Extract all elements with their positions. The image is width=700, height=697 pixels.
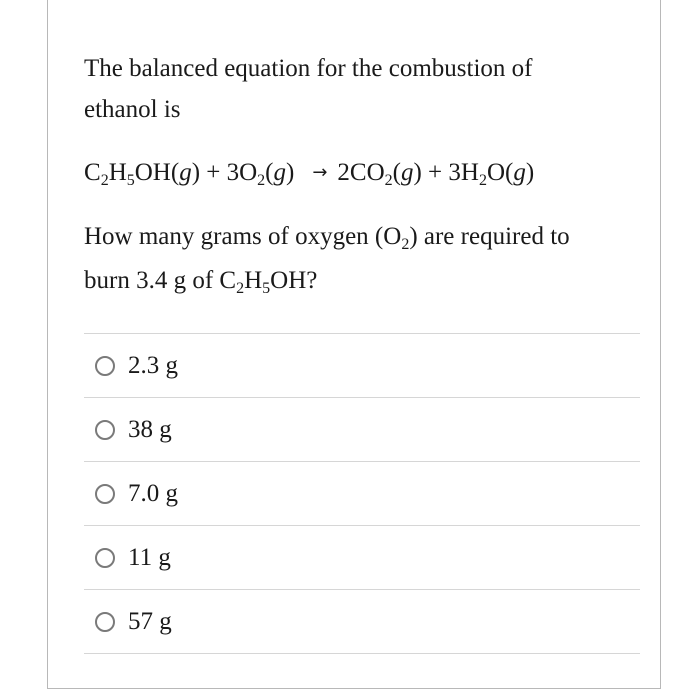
question-text — [84, 48, 644, 304]
answer-options — [84, 333, 640, 654]
ask-text: OH? — [270, 267, 318, 294]
answer-option-3[interactable] — [84, 461, 640, 525]
eq-subscript: 5 — [126, 172, 135, 189]
chemical-equation — [84, 152, 644, 196]
eq-state: g — [179, 159, 192, 186]
eq-text: 2CO — [337, 159, 385, 186]
eq-subscript: 2 — [384, 172, 393, 189]
question-intro-line-1: The balanced equation for the combustion of — [84, 55, 533, 82]
eq-text: H — [108, 159, 127, 186]
answer-option-1[interactable] — [84, 333, 640, 397]
eq-text: ( — [265, 159, 274, 186]
radio-button-icon[interactable] — [95, 420, 115, 440]
eq-text: OH( — [134, 159, 180, 186]
eq-text: ) — [525, 159, 535, 186]
question-ask-line-1 — [84, 216, 644, 260]
eq-subscript: 2 — [257, 172, 266, 189]
answer-option-5[interactable] — [84, 589, 640, 654]
question-ask-line-2 — [84, 260, 644, 304]
answer-option-label: 57 g — [128, 607, 172, 635]
question-card — [47, 0, 661, 689]
ask-subscript: 2 — [236, 280, 245, 297]
eq-text: O( — [486, 159, 514, 186]
ask-text: burn 3.4 g of C — [84, 267, 237, 294]
question-intro-line-2: ethanol is — [84, 96, 181, 123]
answer-option-label: 2.3 g — [128, 351, 178, 379]
eq-state: g — [400, 159, 414, 186]
eq-text: ) + 3O — [191, 159, 258, 186]
ask-subscript: 5 — [262, 280, 271, 297]
eq-state: g — [513, 159, 526, 186]
answer-option-label: 7.0 g — [128, 479, 178, 507]
answer-option-4[interactable] — [84, 525, 640, 589]
eq-state: g — [273, 159, 286, 186]
eq-text: ) — [286, 159, 295, 186]
radio-button-icon[interactable] — [95, 356, 115, 376]
radio-button-icon[interactable] — [95, 612, 115, 632]
answer-option-2[interactable] — [84, 397, 640, 461]
ask-text: H — [244, 267, 263, 294]
ask-text: ) are required to — [409, 223, 570, 250]
ask-text: How many grams of oxygen (O — [84, 223, 402, 250]
radio-button-icon[interactable] — [95, 548, 115, 568]
ask-subscript: 2 — [401, 236, 410, 253]
radio-button-icon[interactable] — [95, 484, 115, 504]
eq-subscript: 2 — [478, 172, 487, 189]
eq-text: ) + 3H — [413, 159, 479, 186]
eq-subscript: 2 — [100, 172, 109, 189]
eq-text: C — [84, 159, 101, 186]
answer-option-label: 38 g — [128, 415, 172, 443]
answer-option-label: 11 g — [128, 543, 171, 571]
eq-text: ( — [392, 159, 401, 186]
reaction-arrow-icon: → — [312, 162, 328, 183]
